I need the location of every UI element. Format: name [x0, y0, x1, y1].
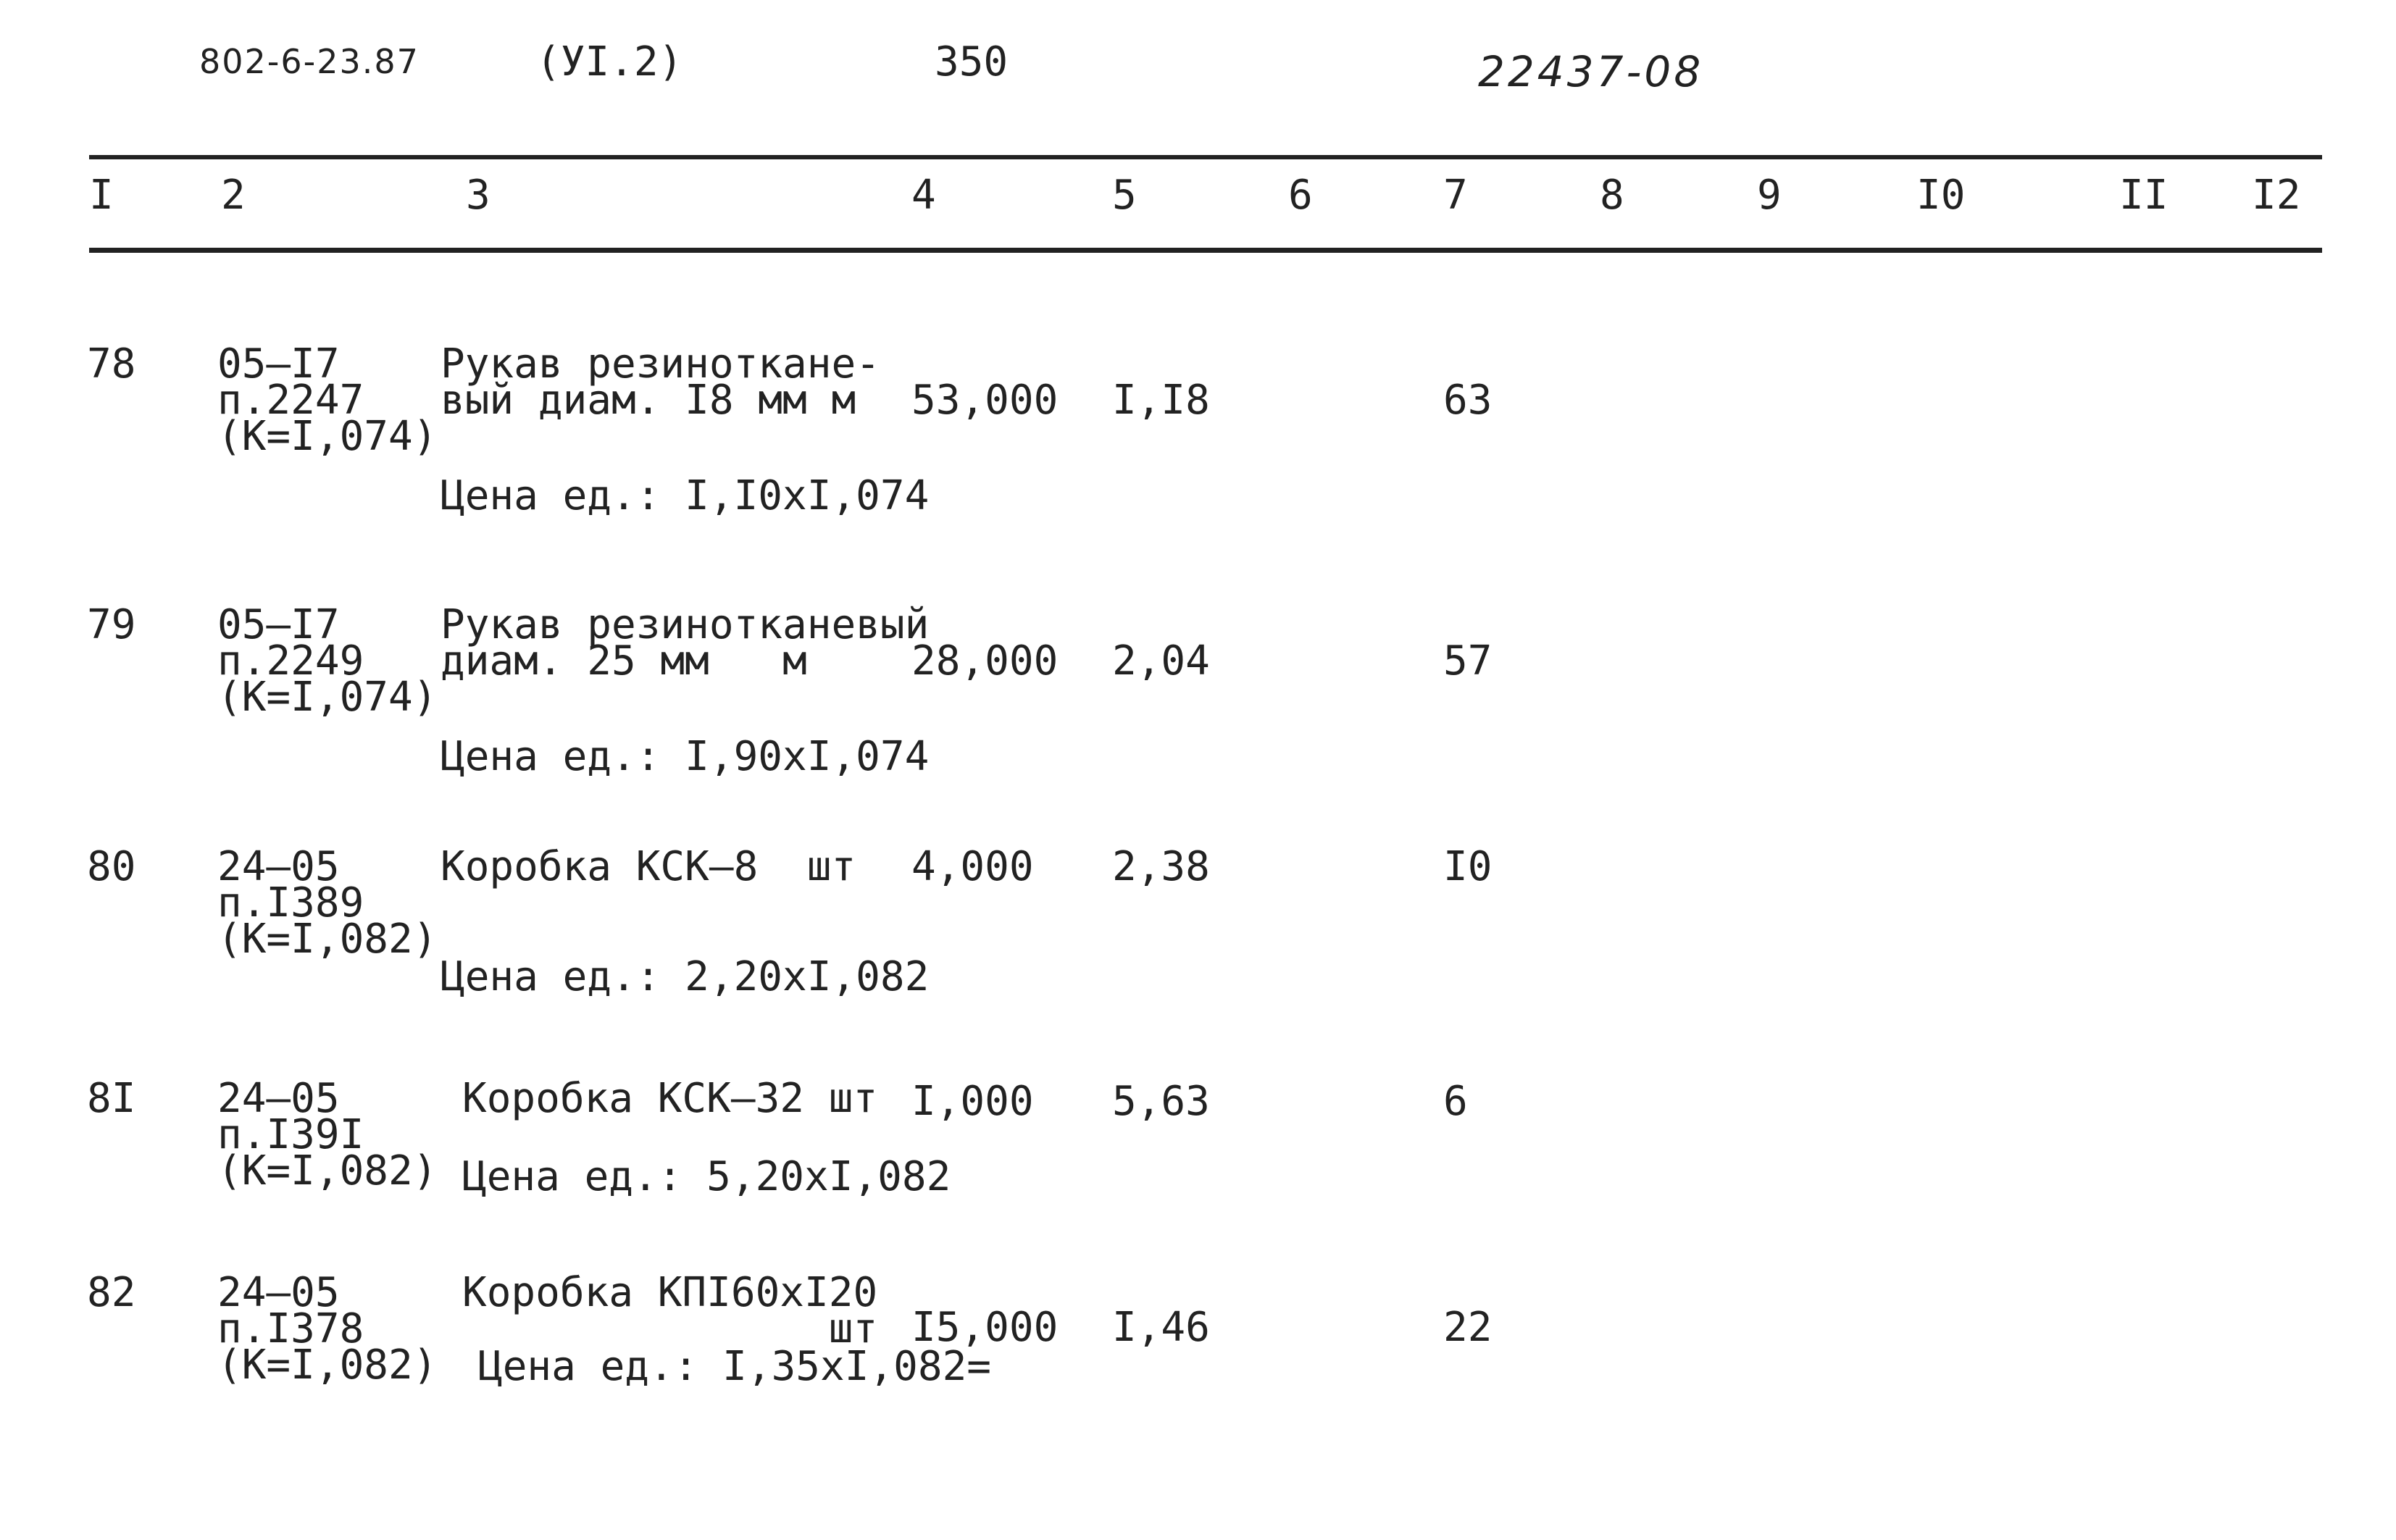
unit-price: I,I8	[1112, 377, 1210, 424]
rate-reference: 24–05 п.I39I (К=I,082)	[217, 1075, 438, 1194]
row-number: 8I	[87, 1075, 136, 1122]
item-name: Коробка КСК–32 шт	[462, 1075, 878, 1122]
column-number: I	[89, 172, 114, 219]
sheet-number: 22437-08	[1478, 47, 1704, 96]
page-number: 350	[935, 38, 1009, 85]
column-number: 8	[1600, 172, 1624, 219]
quantity: I5,000	[911, 1304, 1059, 1351]
header-bottom-rule	[89, 248, 2322, 253]
column-number: 4	[911, 172, 936, 219]
unit-price: 2,38	[1112, 843, 1210, 890]
column-number: 7	[1443, 172, 1468, 219]
item-name: Рукав резинотканевый диам. 25 мм м	[441, 601, 930, 685]
item-name: Коробка КПI60xI20 шт	[462, 1269, 878, 1352]
column-number: I2	[2252, 172, 2301, 219]
unit-price-note: Цена ед.: 5,20xI,082	[462, 1153, 951, 1200]
rate-reference: 05–I7 п.2247 (К=I,074)	[217, 340, 438, 460]
total-cost: 57	[1443, 637, 1493, 685]
row-number: 80	[87, 843, 136, 890]
total-cost: I0	[1443, 843, 1493, 890]
quantity: I,000	[911, 1078, 1034, 1125]
unit-price: 2,04	[1112, 637, 1210, 685]
column-number: 6	[1288, 172, 1313, 219]
unit-price: I,46	[1112, 1304, 1210, 1351]
row-number: 79	[87, 601, 136, 648]
rate-reference: 24–05 п.I378 (К=I,082)	[217, 1269, 438, 1389]
total-cost: 63	[1443, 377, 1493, 424]
total-cost: 6	[1443, 1078, 1468, 1125]
unit-price-note: Цена ед.: I,35xI,082=	[478, 1343, 992, 1390]
column-number: II	[2119, 172, 2168, 219]
column-number: 3	[466, 172, 491, 219]
item-name: Рукав резиноткане- вый диам. I8 мм м	[441, 340, 880, 424]
rate-reference: 05–I7 п.2249 (К=I,074)	[217, 601, 438, 721]
rate-reference: 24–05 п.I389 (К=I,082)	[217, 843, 438, 963]
column-number: 2	[221, 172, 246, 219]
column-number: 9	[1757, 172, 1782, 219]
total-cost: 22	[1443, 1304, 1493, 1351]
quantity: 4,000	[911, 843, 1034, 890]
unit-price-note: Цена ед.: I,I0xI,074	[441, 472, 930, 519]
row-number: 82	[87, 1269, 136, 1316]
column-number: I0	[1916, 172, 1966, 219]
quantity: 28,000	[911, 637, 1059, 685]
document-code: 802-6-23.87	[199, 42, 419, 81]
unit-price: 5,63	[1112, 1078, 1210, 1125]
quantity: 53,000	[911, 377, 1059, 424]
unit-price-note: Цена ед.: I,90xI,074	[441, 733, 930, 780]
unit-price-note: Цена ед.: 2,20xI,082	[441, 953, 930, 1000]
row-number: 78	[87, 340, 136, 388]
item-name: Коробка КСК–8 шт	[441, 843, 856, 890]
column-number: 5	[1112, 172, 1137, 219]
section-code: (УI.2)	[536, 38, 683, 85]
top-rule	[89, 155, 2322, 159]
